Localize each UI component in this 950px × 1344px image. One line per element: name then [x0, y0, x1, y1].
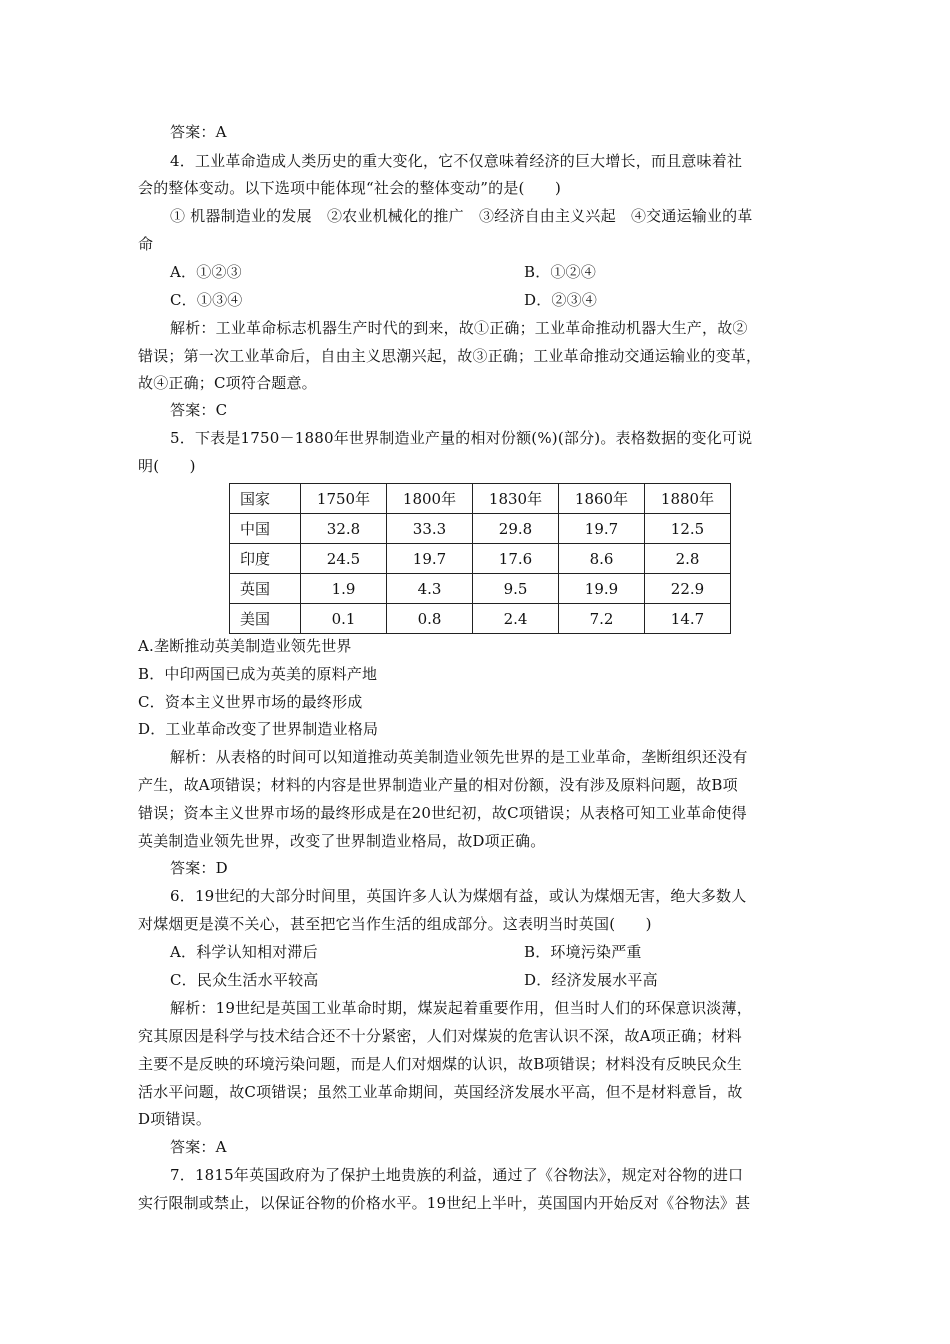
q5-explanation-line3: 错误；资本主义世界市场的最终形成是在20世纪初，故C项错误；从表格可知工业革命使得 [138, 804, 747, 822]
q6-explanation-line1: 解析：19世纪是英国工业革命时期，煤炭起着重要作用，但当时人们的环保意识淡薄， [170, 999, 752, 1017]
q5-explanation-line2: 产生，故A项错误；材料的内容是世界制造业产量的相对份额，没有涉及原料问题，故B项 [138, 776, 738, 794]
manufacturing-share-table [229, 483, 731, 634]
q5-option-b: B．中印两国已成为英美的原料产地 [138, 665, 378, 683]
table-cell: 0.1 [301, 604, 387, 634]
table-header-cell: 1860年 [559, 484, 645, 514]
table-cell: 17.6 [473, 544, 559, 574]
q6-stem-line2: 对煤烟更是漠不关心，甚至把它当作生活的组成部分。这表明当时英国( ) [138, 915, 652, 933]
q4-explanation-line2: 错误；第一次工业革命后，自由主义思潮兴起，故③正确；工业革命推动交通运输业的变革， [138, 347, 762, 365]
q6-explanation-line2: 究其原因是科学与技术结合还不十分紧密，人们对煤炭的危害认识不深，故A项正确；材料 [138, 1027, 742, 1045]
table-cell: 33.3 [387, 514, 473, 544]
q4-option-b: B．①②④ [524, 263, 597, 281]
table-cell: 2.4 [473, 604, 559, 634]
q4-explanation-line1: 解析：工业革命标志机器生产时代的到来，故①正确；工业革命推动机器大生产，故② [170, 319, 748, 337]
table-cell: 32.8 [301, 514, 387, 544]
table-cell: 2.8 [645, 544, 731, 574]
q6-explanation-line4: 活水平问题，故C项错误；虽然工业革命期间，英国经济发展水平高，但不是材料意旨，故 [138, 1083, 743, 1101]
q6-option-a: A．科学认知相对滞后 [170, 943, 318, 961]
table-cell: 7.2 [559, 604, 645, 634]
q4-items-line1: ① 机器制造业的发展 ②农业机械化的推广 ③经济自由主义兴起 ④交通运输业的革 [170, 207, 753, 225]
table-header-cell: 1880年 [645, 484, 731, 514]
q6-explanation-line5: D项错误。 [138, 1110, 212, 1128]
table-header-cell: 1830年 [473, 484, 559, 514]
table-cell: 美国 [230, 604, 301, 634]
q4-stem-line2: 会的整体变动。以下选项中能体现“社会的整体变动”的是( ) [138, 179, 562, 197]
q5-explanation-line1: 解析：从表格的时间可以知道推动英美制造业领先世界的是工业革命，垄断组织还没有 [170, 748, 748, 766]
table-header-row [230, 484, 731, 514]
q4-option-a: A．①②③ [170, 263, 242, 281]
q5-explanation-line4: 英美制造业领先世界，改变了世界制造业格局，故D项正确。 [138, 832, 546, 850]
table-cell: 19.7 [387, 544, 473, 574]
table-header-cell: 国家 [230, 484, 301, 514]
q5-option-a: A.垄断推动英美制造业领先世界 [138, 637, 352, 655]
q6-option-d: D．经济发展水平高 [524, 971, 658, 989]
q5-option-d: D．工业革命改变了世界制造业格局 [138, 720, 379, 738]
table-cell: 0.8 [387, 604, 473, 634]
table-row [230, 544, 731, 574]
q3-answer: 答案：A [170, 123, 227, 141]
q5-answer: 答案：D [170, 859, 228, 877]
q6-explanation-line3: 主要不是反映的环境污染问题，而是人们对烟煤的认识，故B项错误；材料没有反映民众生 [138, 1055, 743, 1073]
table-cell: 24.5 [301, 544, 387, 574]
table-cell: 8.6 [559, 544, 645, 574]
table-cell: 22.9 [645, 574, 731, 604]
table-row [230, 574, 731, 604]
table-row [230, 514, 731, 544]
table-cell: 9.5 [473, 574, 559, 604]
q6-option-c: C．民众生活水平较高 [170, 971, 319, 989]
q4-items-line2: 命 [138, 235, 154, 253]
table-cell: 19.7 [559, 514, 645, 544]
table-cell: 印度 [230, 544, 301, 574]
q4-answer: 答案：C [170, 401, 228, 419]
q7-stem-line2: 实行限制或禁止，以保证谷物的价格水平。19世纪上半叶，英国国内开始反对《谷物法》甚 [138, 1194, 751, 1212]
q6-option-b: B．环境污染严重 [524, 943, 642, 961]
q4-option-c: C．①③④ [170, 291, 243, 309]
table-cell: 29.8 [473, 514, 559, 544]
table-cell: 19.9 [559, 574, 645, 604]
table-cell: 4.3 [387, 574, 473, 604]
table-cell: 1.9 [301, 574, 387, 604]
q6-answer: 答案：A [170, 1138, 227, 1156]
table-cell: 14.7 [645, 604, 731, 634]
table-cell: 12.5 [645, 514, 731, 544]
table-header-cell: 1750年 [301, 484, 387, 514]
q5-stem-line1: 5．下表是1750－1880年世界制造业产量的相对份额(%)(部分)。表格数据的变化可说 [170, 429, 753, 447]
q5-stem-line2: 明( ) [138, 457, 196, 475]
table-cell: 中国 [230, 514, 301, 544]
q7-stem-line1: 7．1815年英国政府为了保护土地贵族的利益，通过了《谷物法》，规定对谷物的进口 [170, 1166, 744, 1184]
q4-explanation-line3: 故④正确；C项符合题意。 [138, 374, 317, 392]
q6-stem-line1: 6．19世纪的大部分时间里，英国许多人认为煤烟有益，或认为煤烟无害，绝大多数人 [170, 887, 747, 905]
q5-option-c: C．资本主义世界市场的最终形成 [138, 693, 363, 711]
q4-option-d: D．②③④ [524, 291, 598, 309]
q4-stem-line1: 4．工业革命造成人类历史的重大变化，它不仅意味着经济的巨大增长，而且意味着社 [170, 152, 743, 170]
table-cell: 英国 [230, 574, 301, 604]
table-row [230, 604, 731, 634]
table-header-cell: 1800年 [387, 484, 473, 514]
